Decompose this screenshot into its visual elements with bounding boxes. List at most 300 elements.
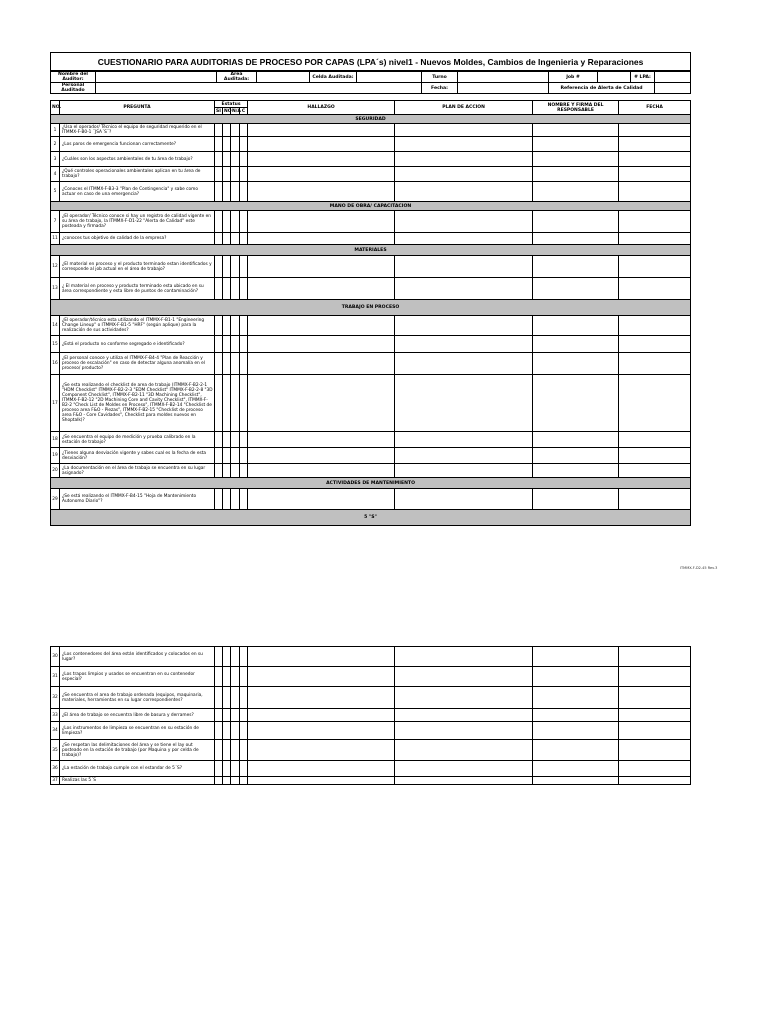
status-no-cell[interactable] [223,448,231,464]
date-cell[interactable] [619,124,691,137]
section-header [51,202,691,211]
status-si-cell[interactable] [215,448,223,464]
action-plan-cell[interactable] [395,167,533,182]
date-cell[interactable] [619,256,691,278]
job-field[interactable] [598,72,631,83]
status-c-cell[interactable] [240,211,248,233]
question-number: 31 [51,667,60,687]
status-no-cell[interactable] [223,211,231,233]
cell-label: Celda Auditada: [310,72,357,83]
status-na-cell[interactable] [231,432,240,448]
job-label: Job # [549,72,598,83]
finding-cell[interactable] [248,167,395,182]
status-no-cell[interactable] [223,182,231,202]
action-plan-cell[interactable] [395,316,533,336]
action-plan-cell[interactable] [395,667,533,687]
status-na-cell[interactable] [231,777,240,785]
finding-cell[interactable] [248,375,395,432]
responsible-cell[interactable] [533,316,619,336]
date-cell[interactable] [619,709,691,722]
action-plan-cell[interactable] [395,777,533,785]
lpa-field[interactable] [655,72,691,83]
status-si-cell[interactable] [215,336,223,353]
finding-cell[interactable] [248,152,395,167]
question-number: 11 [51,233,60,245]
questions-table-2 [50,646,691,785]
status-si-cell[interactable] [215,667,223,687]
question-text: ¿Se respetan las delimitaciones del área y se tiene el lay out posteado en la estación de trabajo (por Maquina y por celda de trabajo)? [60,740,215,761]
col-status: Estatus [215,101,248,108]
status-na-cell[interactable] [231,182,240,202]
status-na-cell[interactable] [231,167,240,182]
status-si-cell[interactable] [215,353,223,375]
question-text: ¿Los instrumentos de limpieza se encuentran en su estación de limpieza? [60,722,215,740]
status-c-cell[interactable] [240,278,248,300]
question-number: 19 [51,448,60,464]
question-row [51,167,691,182]
responsible-cell[interactable] [533,448,619,464]
responsible-cell[interactable] [533,124,619,137]
status-si-cell[interactable] [215,647,223,667]
finding-cell[interactable] [248,709,395,722]
action-plan-cell[interactable] [395,233,533,245]
status-na-cell[interactable] [231,647,240,667]
section-title: MANO DE OBRA/ CAPACITACION [51,202,691,211]
responsible-cell[interactable] [533,182,619,202]
finding-cell[interactable] [248,489,395,510]
date-cell[interactable] [619,464,691,478]
question-row [51,375,691,432]
finding-cell[interactable] [248,336,395,353]
date-cell[interactable] [619,647,691,667]
question-row [51,137,691,152]
status-na-cell[interactable] [231,124,240,137]
col-question: PREGUNTA [60,101,215,115]
date-cell[interactable] [619,336,691,353]
status-c-cell[interactable] [240,182,248,202]
status-no-cell[interactable] [223,464,231,478]
finding-cell[interactable] [248,432,395,448]
date-cell[interactable] [619,432,691,448]
action-plan-cell[interactable] [395,687,533,709]
action-plan-cell[interactable] [395,761,533,777]
status-na-cell[interactable] [231,667,240,687]
status-c-cell[interactable] [240,233,248,245]
action-plan-cell[interactable] [395,722,533,740]
status-c-cell[interactable] [240,432,248,448]
action-plan-cell[interactable] [395,211,533,233]
date-cell[interactable] [619,761,691,777]
finding-cell[interactable] [248,777,395,785]
status-na-cell[interactable] [231,152,240,167]
finding-cell[interactable] [248,316,395,336]
question-row [51,667,691,687]
question-row [51,722,691,740]
date-cell[interactable] [619,489,691,510]
date-cell[interactable] [619,448,691,464]
finding-cell[interactable] [248,182,395,202]
section-header [51,510,691,526]
question-text: ¿ El material en proceso y producto terminado esta ubicado en su área correspondiente y esta libre de puntos de contaminación? [60,278,215,300]
question-number: 5 [51,182,60,202]
status-no-cell[interactable] [223,137,231,152]
status-si-cell[interactable] [215,124,223,137]
date-cell[interactable] [619,167,691,182]
status-si-cell[interactable] [215,709,223,722]
status-c-cell[interactable] [240,336,248,353]
question-text: ¿El personal conoce y utiliza el ITMMX-F-B4-4 "Plan de Reacción y proceso de escalación" en caso de detectar alguna anomalía en el proceso/ producto? [60,353,215,375]
question-text: ¿Se está realizando el ITMMX-F-B4-15 "Hoja de Mantenimiento Autonomo Diario"? [60,489,215,510]
status-c-cell[interactable] [240,709,248,722]
question-text: ¿Qué controles operacionales ambientales aplican en tu área de trabajo? [60,167,215,182]
status-no-cell[interactable] [223,432,231,448]
status-si-cell[interactable] [215,233,223,245]
question-row [51,278,691,300]
question-text: ¿Los trapos limpios y usados se encuentran en su contenedor especial? [60,667,215,687]
form-header [50,71,691,94]
responsible-cell[interactable] [533,687,619,709]
question-text: ¿Los paros de emergencia funcionan correctamente? [60,137,215,152]
status-c-cell[interactable] [240,152,248,167]
date-cell[interactable] [619,667,691,687]
question-number: 3 [51,152,60,167]
question-row [51,647,691,667]
responsible-cell[interactable] [533,256,619,278]
status-no-cell[interactable] [223,667,231,687]
status-na-cell[interactable] [231,353,240,375]
date-cell[interactable] [619,316,691,336]
section-header [51,478,691,489]
question-number: 35 [51,740,60,761]
status-no-cell[interactable] [223,278,231,300]
status-c-cell[interactable] [240,647,248,667]
status-no-cell[interactable] [223,761,231,777]
question-number: 15 [51,336,60,353]
action-plan-cell[interactable] [395,432,533,448]
personnel-label: Personal Auditado [51,83,96,94]
status-na-cell[interactable] [231,489,240,510]
status-si-cell[interactable] [215,211,223,233]
date-cell[interactable] [619,740,691,761]
status-c-cell[interactable] [240,353,248,375]
status-si-cell[interactable] [215,152,223,167]
question-row [51,316,691,336]
status-si-cell[interactable] [215,777,223,785]
status-na-cell[interactable] [231,278,240,300]
action-plan-cell[interactable] [395,256,533,278]
question-row [51,489,691,510]
status-c-cell[interactable] [240,167,248,182]
action-plan-cell[interactable] [395,448,533,464]
status-na-cell[interactable] [231,316,240,336]
status-si-cell[interactable] [215,137,223,152]
question-number: 30 [51,647,60,667]
finding-cell[interactable] [248,464,395,478]
status-c-cell[interactable] [240,464,248,478]
question-row [51,761,691,777]
action-plan-cell[interactable] [395,336,533,353]
action-plan-cell[interactable] [395,182,533,202]
status-no-cell[interactable] [223,353,231,375]
status-si-cell[interactable] [215,316,223,336]
questions-table-1 [50,100,691,526]
status-na-cell[interactable] [231,375,240,432]
question-row [51,740,691,761]
question-text: ¿Tienes alguna desviación vigente y sabes cual es la fecha de esta desviación? [60,448,215,464]
finding-cell[interactable] [248,353,395,375]
responsible-cell[interactable] [533,432,619,448]
question-row [51,353,691,375]
date-cell[interactable] [619,375,691,432]
finding-cell[interactable] [248,761,395,777]
status-na-cell[interactable] [231,336,240,353]
question-text: Realizas las 5´S [60,777,215,785]
status-no-cell[interactable] [223,777,231,785]
status-no-cell[interactable] [223,233,231,245]
status-no-cell[interactable] [223,722,231,740]
question-number: 20 [51,464,60,478]
question-text: ¿El área de trabajo se encuentra libre de basura y derrames? [60,709,215,722]
action-plan-cell[interactable] [395,375,533,432]
question-number: 4 [51,167,60,182]
question-text: ¿El operador/técnico esta utilizando el ITMMX-F-B1-1 "Engineering Change Lineup" o ITMMX-F-B1-5 "HRF" (según aplique) para la realización de sus actividades? [60,316,215,336]
question-number: 37 [52,778,58,783]
responsible-cell[interactable] [533,722,619,740]
status-no-cell[interactable] [223,316,231,336]
status-c-cell[interactable] [240,722,248,740]
finding-cell[interactable] [248,722,395,740]
col-status-no: NO [224,108,232,114]
quality-ref-field[interactable] [655,83,691,94]
responsible-cell[interactable] [533,375,619,432]
finding-cell[interactable] [248,124,395,137]
finding-cell[interactable] [248,687,395,709]
date-cell[interactable] [619,722,691,740]
responsible-cell[interactable] [533,336,619,353]
action-plan-cell[interactable] [395,464,533,478]
status-na-cell[interactable] [231,761,240,777]
action-plan-cell[interactable] [395,137,533,152]
status-si-cell[interactable] [215,432,223,448]
date-field[interactable] [458,83,549,94]
finding-cell[interactable] [248,667,395,687]
question-text: ¿La estación de trabajo cumple con el estandar de 5´S? [60,761,215,777]
status-na-cell[interactable] [231,448,240,464]
status-si-cell[interactable] [215,687,223,709]
question-text: ¿Se esta realizando el checklist de area de trabajo (ITMMX-F-B2-2-1 "HDM Checklist" ITMMX-F-B2-2-3 "EDM Checklist" ITMMX-F-B2-2-8 "3D Component Checklist", ITMMX-F-B2-11 "3D Machining Checklist", ITMMX-F-B2-12 "2D Machining Core and Cavity Checklist", ITMMX-F-B2-2 "Check List de Moldes en Proceso", ITMMX-F-B2-14 "Checklist de proceso area F&O - Piezas", ITMMX-F-B2-15 "Checklist de proceso area F&O - Core Cavidades", Checklist para moldes nuevos en Shoptalk)? [60,375,215,432]
action-plan-cell[interactable] [395,152,533,167]
shift-label: Turno [422,72,458,83]
date-cell[interactable] [619,152,691,167]
question-text: ¿Cuáles son los aspectos ambientales de tu área de trabajo? [60,152,215,167]
status-c-cell[interactable] [240,375,248,432]
col-no: NO. [51,101,60,115]
question-number: 33 [51,709,60,722]
responsible-cell[interactable] [533,464,619,478]
question-number: 12 [51,256,60,278]
status-c-cell[interactable] [240,489,248,510]
section-title: ACTIVIDADES DE MANTENIMIENTO [51,478,691,489]
finding-cell[interactable] [248,137,395,152]
finding-cell[interactable] [248,740,395,761]
responsible-cell[interactable] [533,740,619,761]
status-no-cell[interactable] [223,256,231,278]
responsible-cell[interactable] [533,667,619,687]
auditor-label: Nombre del Auditor: [51,72,96,83]
date-cell[interactable] [619,137,691,152]
col-responsible: NOMBRE Y FIRMA DEL RESPONSABLE [533,101,619,115]
date-cell[interactable] [619,182,691,202]
auditor-field[interactable] [96,72,217,83]
question-row [51,464,691,478]
finding-cell[interactable] [248,233,395,245]
question-number: 14 [51,316,60,336]
question-number: 7 [51,211,60,233]
question-text: ¿Está el producto no conforme segregado e identificado? [60,336,215,353]
question-row [51,256,691,278]
status-c-cell[interactable] [240,667,248,687]
date-label: Fecha: [422,83,458,94]
status-c-cell[interactable] [240,687,248,709]
question-text: ¿Se encuentra el equipo de medición y prueba calibrado en la estación de trabajo? [60,432,215,448]
status-si-cell[interactable] [215,375,223,432]
date-cell[interactable] [619,777,691,785]
responsible-cell[interactable] [533,152,619,167]
responsible-cell[interactable] [533,137,619,152]
question-row [51,687,691,709]
status-no-cell[interactable] [223,740,231,761]
responsible-cell[interactable] [533,353,619,375]
action-plan-cell[interactable] [395,353,533,375]
status-c-cell[interactable] [240,777,248,785]
status-na-cell[interactable] [231,233,240,245]
finding-cell[interactable] [248,256,395,278]
question-text: ¿Usa el operador/ Técnico el equipo de seguridad requerido en el ITMMX-F-B0-1 ¨JSA´S¨? [60,124,215,137]
status-si-cell[interactable] [215,761,223,777]
status-si-cell[interactable] [215,489,223,510]
question-row [51,233,691,245]
responsible-cell[interactable] [533,489,619,510]
finding-cell[interactable] [248,647,395,667]
finding-cell[interactable] [248,278,395,300]
status-na-cell[interactable] [231,464,240,478]
responsible-cell[interactable] [533,278,619,300]
status-no-cell[interactable] [223,489,231,510]
status-si-cell[interactable] [215,182,223,202]
responsible-cell[interactable] [533,709,619,722]
status-na-cell[interactable] [231,137,240,152]
status-na-cell[interactable] [231,256,240,278]
date-cell[interactable] [619,353,691,375]
cell-field[interactable] [357,72,422,83]
status-no-cell[interactable] [223,167,231,182]
action-plan-cell[interactable] [395,489,533,510]
question-number: 16 [51,353,60,375]
shift-field[interactable] [458,72,549,83]
action-plan-cell[interactable] [395,124,533,137]
status-c-cell[interactable] [240,137,248,152]
area-field[interactable] [257,72,310,83]
status-no-cell[interactable] [223,375,231,432]
finding-cell[interactable] [248,448,395,464]
status-no-cell[interactable] [223,152,231,167]
question-row [51,336,691,353]
finding-cell[interactable] [248,211,395,233]
status-c-cell[interactable] [240,316,248,336]
status-c-cell[interactable] [240,448,248,464]
action-plan-cell[interactable] [395,709,533,722]
status-c-cell[interactable] [240,256,248,278]
responsible-cell[interactable] [533,647,619,667]
area-label: Area Auditada: [217,72,257,83]
personnel-field[interactable] [96,83,422,94]
status-no-cell[interactable] [223,709,231,722]
form-code: ITMMX-F-D2-45 Rev.3 [680,566,718,570]
status-na-cell[interactable] [231,709,240,722]
responsible-cell[interactable] [533,167,619,182]
action-plan-cell[interactable] [395,647,533,667]
responsible-cell[interactable] [533,777,619,785]
action-plan-cell[interactable] [395,740,533,761]
section-header [51,245,691,256]
status-c-cell[interactable] [240,740,248,761]
question-row [51,777,691,785]
status-si-cell[interactable] [215,278,223,300]
form-title: CUESTIONARIO PARA AUDITORIAS DE PROCESO POR CAPAS (LPA´s) nivel1 - Nuevos Moldes, Cambios de Ingenieria y Reparaciones [51,53,691,71]
action-plan-cell[interactable] [395,278,533,300]
status-na-cell[interactable] [231,722,240,740]
status-si-cell[interactable] [215,722,223,740]
question-number: 17 [51,375,60,432]
lpa-label: # LPA: [631,72,655,83]
date-cell[interactable] [619,687,691,709]
question-number: 1 [51,124,60,137]
date-cell[interactable] [619,211,691,233]
status-no-cell[interactable] [223,647,231,667]
question-number: 32 [51,687,60,709]
status-si-cell[interactable] [215,464,223,478]
status-no-cell[interactable] [223,124,231,137]
status-si-cell[interactable] [215,167,223,182]
col-status-si: SI [216,108,221,114]
status-na-cell[interactable] [231,740,240,761]
date-cell[interactable] [619,233,691,245]
date-cell[interactable] [619,278,691,300]
status-no-cell[interactable] [223,336,231,353]
question-number: 13 [51,278,60,300]
question-number: 29 [51,489,60,510]
question-text: ¿La documentación en el área de trabajo se encuentra en su lugar asignado? [60,464,215,478]
status-na-cell[interactable] [231,211,240,233]
status-c-cell[interactable] [240,761,248,777]
responsible-cell[interactable] [533,233,619,245]
status-no-cell[interactable] [223,687,231,709]
status-si-cell[interactable] [215,256,223,278]
responsible-cell[interactable] [533,761,619,777]
status-c-cell[interactable] [240,124,248,137]
col-plan: PLAN DE ACCION [395,101,533,115]
status-si-cell[interactable] [215,740,223,761]
section-title: SEGURIDAD [51,115,691,124]
audit-form-page-1 [50,52,691,71]
question-row [51,448,691,464]
question-text: ¿El operador/ Técnico conoce si hay un registro de calidad vigente en su área de trabajo, la ITMMX-F-D1-22 "Alerta de Calidad" este posteada y firmada? [60,211,215,233]
responsible-cell[interactable] [533,211,619,233]
status-na-cell[interactable] [231,687,240,709]
question-row [51,211,691,233]
col-date: FECHA [619,101,691,115]
section-header [51,300,691,316]
